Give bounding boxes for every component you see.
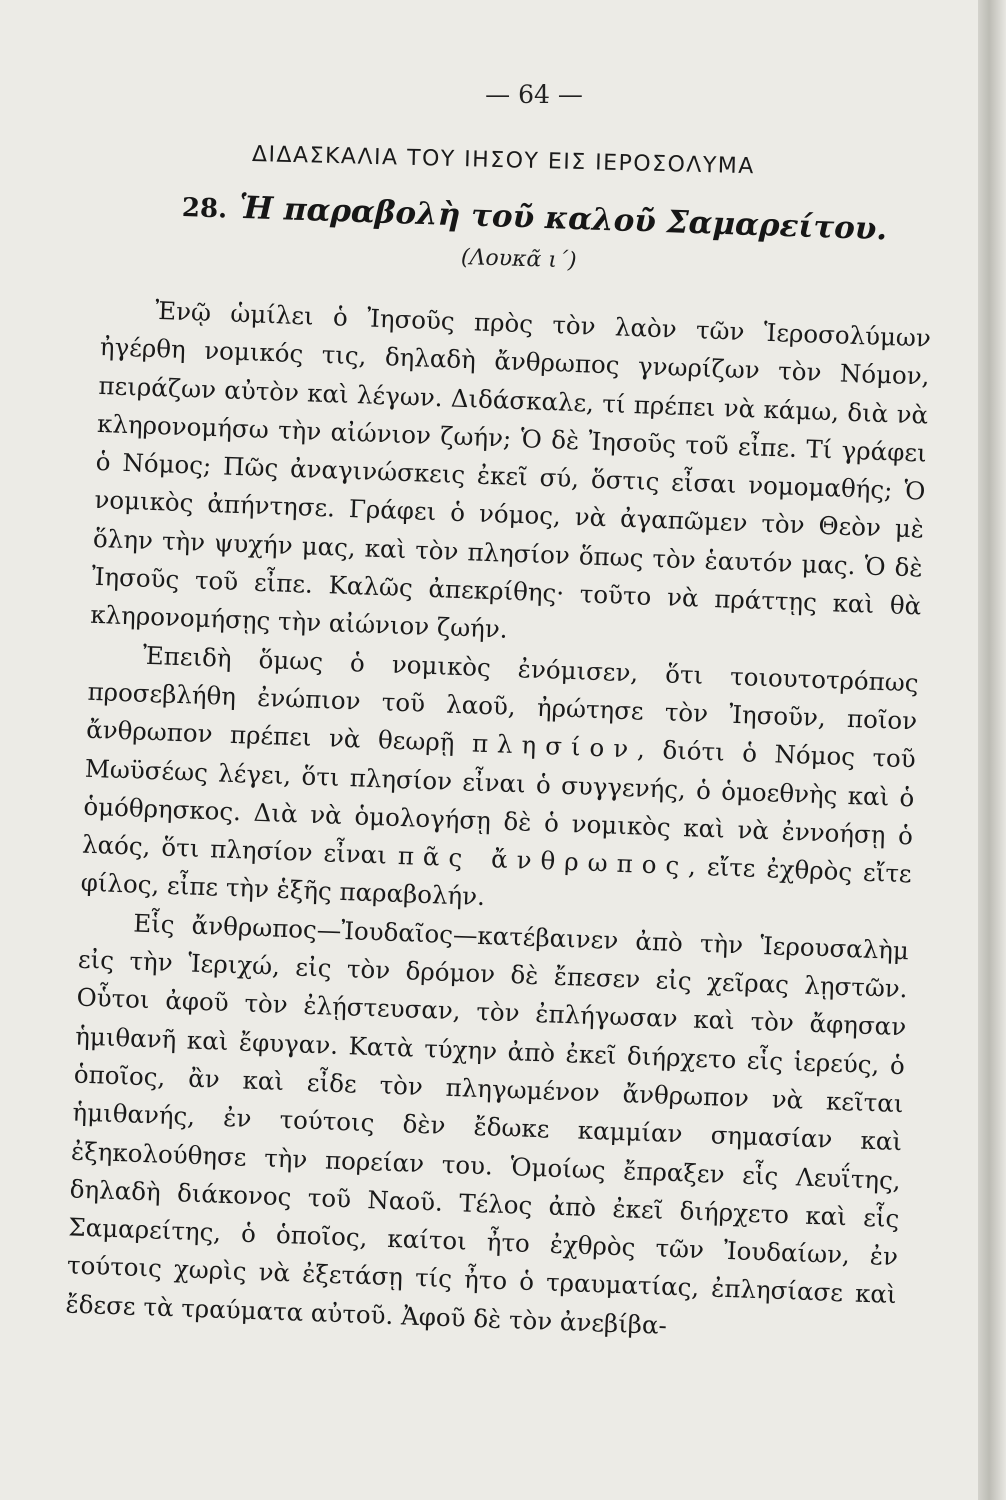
page-edge <box>978 0 1006 1500</box>
body-text <box>65 290 931 1353</box>
section-heading: ΔΙΔΑΣΚΑΛΙΑ ΤΟΥ ΙΗΣΟΥ ΕΙΣ ΙΕΡΟΣΟΛΥΜΑ <box>251 142 756 180</box>
paragraph-2 <box>80 634 919 932</box>
emphasis-spaced-every-man: πᾶς ἄνθρωπος <box>397 841 689 881</box>
emphasis-spaced-neighbor: πλησίον <box>471 728 638 764</box>
paragraph-2-part-1: Ἐπειδὴ ὅμως ὁ νομικὸς ἐνόμισεν, ὅτι τοιουτοτρόπως προσεβλήθη ἐνώπιον τοῦ λαοῦ, ἠρώτησε τὸν Ἰησοῦν, ποῖον ἄνθρωπον πρέπει νὰ θεωρῇ <box>85 640 919 758</box>
chapter-title-text: Ἡ παραβολὴ τοῦ καλοῦ Σαμαρείτου. <box>238 189 888 248</box>
scripture-reference: (Λουκᾶ ι΄) <box>460 245 577 274</box>
page-number: — 64 — <box>485 80 583 109</box>
chapter-number: 28. <box>181 193 228 225</box>
paragraph-3: Εἷς ἄνθρωπος—Ἰουδαῖος—κατέβαινεν ἀπὸ τὴν Ἱερουσαλὴμ εἰς τὴν Ἱεριχώ, εἰς τὸν δρόμον δὲ ἔπεσεν εἰς χεῖρας λῃστῶν. Οὗτοι ἀφοῦ τὸν ἐλῄστευσαν, τὸν ἐπλήγωσαν καὶ τὸν ἄφησαν ἡμιθανῆ καὶ ἔφυγαν. Κατὰ τύχην ἀπὸ ἐκεῖ διήρχετο εἷς ἱερεύς, ὁ ὁποῖος, ἂν καὶ εἶδε τὸν πληγωμένον ἄνθρωπον νὰ κεῖται ἡμιθανής, ἐν τούτοις δὲν ἔδωκε καμμίαν σημασίαν καὶ ἐξηκολούθησε τὴν πορείαν του. Ὁμοίως ἔπραξεν εἷς Λευΐτης, δηλαδὴ διάκονος τοῦ Ναοῦ. Τέλος ἀπὸ ἐκεῖ διήρχετο καὶ εἷς Σαμαρείτης, ὁ ὁποῖος, καίτοι ἦτο ἐχθρὸς τῶν Ἰουδαίων, ἐν τούτοις χωρὶς νὰ ἐξετάσῃ τίς ἦτο ὁ τραυματίας, ἐπλησίασε καὶ ἔδεσε τὰ τραύματα αὐτοῦ. Ἀφοῦ δὲ τὸν ἀνεβίβα- <box>65 908 910 1340</box>
chapter-title <box>181 188 887 247</box>
paragraph-1: Ἐνῷ ὡμίλει ὁ Ἰησοῦς πρὸς τὸν λαὸν τῶν Ἱεροσολύμων ἠγέρθη νομικός τις, δηλαδὴ ἄνθρωπος γνωρίζων τὸν Νόμον, πειράζων αὐτὸν καὶ λέγων. Διδάσκαλε, τί πρέπει νὰ κάμω, διὰ νὰ κληρονομήσω τὴν αἰώνιον ζωήν; Ὁ δὲ Ἰησοῦς τοῦ εἶπε. Τί γράφει ὁ Νόμος; Πῶς ἀναγινώσκεις ἐκεῖ σύ, ὅστις εἶσαι νομομαθής; Ὁ νομικὸς ἀπήντησε. Γράφει ὁ νόμος, νὰ ἀγαπῶμεν τὸν Θεὸν μὲ ὅλην τὴν ψυχήν μας, καὶ τὸν πλησίον ὅπως τὸν ἑαυτόν μας. Ὁ δὲ Ἰησοῦς τοῦ εἶπε. Καλῶς ἀπεκρίθης· τοῦτο νὰ πράττῃς καὶ θὰ κληρονομήσῃς τὴν αἰώνιον ζωήν. <box>89 295 932 645</box>
paragraph-2-part-2: , διότι ὁ Νόμος τοῦ Μωϋσέως λέγει, ὅτι πλησίον εἶναι ὁ συγγενής, ὁ ὁμοεθνὴς καὶ ὁ ὁμόθρησκος. Διὰ νὰ ὁμολογήσῃ δὲ ὁ νομικὸς καὶ νὰ ἐννοήσῃ ὁ λαός, ὅτι πλησίον εἶναι <box>81 734 917 870</box>
paragraph-2-part-3: , εἴτε ἐχθρὸς εἴτε φίλος, εἶπε τὴν ἑξῆς παραβολήν. <box>80 851 913 912</box>
